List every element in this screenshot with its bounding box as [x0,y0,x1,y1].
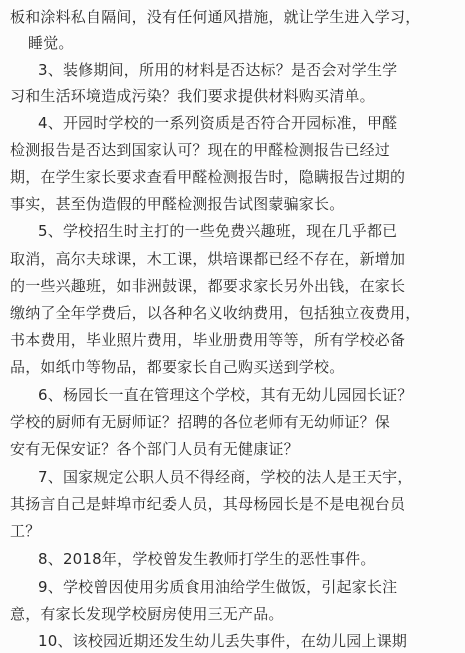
text-line: 工？ [10,522,41,540]
text-line: 其扬言自己是蚌埠市纪委人员，其母杨园长是不是电视台员 [10,495,406,513]
text-line: 缴纳了全年学费后，以各种名义收纳费用，包括独立夜费用， [10,304,421,322]
text-line: 品，如纸巾等物品，都要家长自己购买送到学校。 [10,358,345,376]
text-line: 事实，甚至伪造假的甲醛检测报告试图蒙骗家长。 [10,195,345,213]
text-line: 习和生活环境造成污染？我们要求提供材料购买清单。 [10,87,375,105]
text-line: 学校的厨师有无厨师证？招聘的各位老师有无幼师证？保 [10,413,391,431]
text-line: 3、装修期间，所用的材料是否达标？是否会对学生学 [38,61,398,79]
text-line: 意，有家长发现学校厨房使用三无产品。 [10,605,284,623]
text-line: 5、学校招生时主打的一些免费兴趣班，现在几乎都已 [38,222,398,240]
text-line: 取消，高尔夫球课，木工课，烘培课都已经不存在，新增加 [10,250,406,268]
text-line: 7、国家规定公职人员不得经商，学校的法人是王天宇， [38,468,413,486]
text-line: 的一些兴趣班，如非洲鼓课，都要求家长另外出钱，在家长 [10,277,406,295]
text-line: 检测报告是否达到国家认可？现在的甲醛检测报告已经过 [10,141,391,159]
text-line: 10、该校园近期还发生幼儿丢失事件，在幼儿园上课期 [38,632,408,650]
text-line: 6、杨园长一直在管理这个学校，其有无幼儿园园长证？ [38,386,413,404]
text-line: 4、开园时学校的一系列资质是否符合开园标准，甲醛 [38,114,398,132]
text-line: 9、学校曾因使用劣质食用油给学生做饭，引起家长注 [38,578,398,596]
text-line: 睡觉。 [28,34,74,52]
text-line: 书本费用，毕业照片费用，毕业册费用等等，所有学校必备 [10,331,406,349]
text-line: 8、2018年，学校曾发生教师打学生的恶性事件。 [38,550,376,568]
text-line: 板和涂料私自隔间，没有任何通风措施，就让学生进入学习， [10,8,421,26]
text-line: 安有无保安证？各个部门人员有无健康证？ [10,440,299,458]
text-line: 期，在学生家长要求查看甲醛检测报告时，隐瞒报告过期的 [10,168,406,186]
